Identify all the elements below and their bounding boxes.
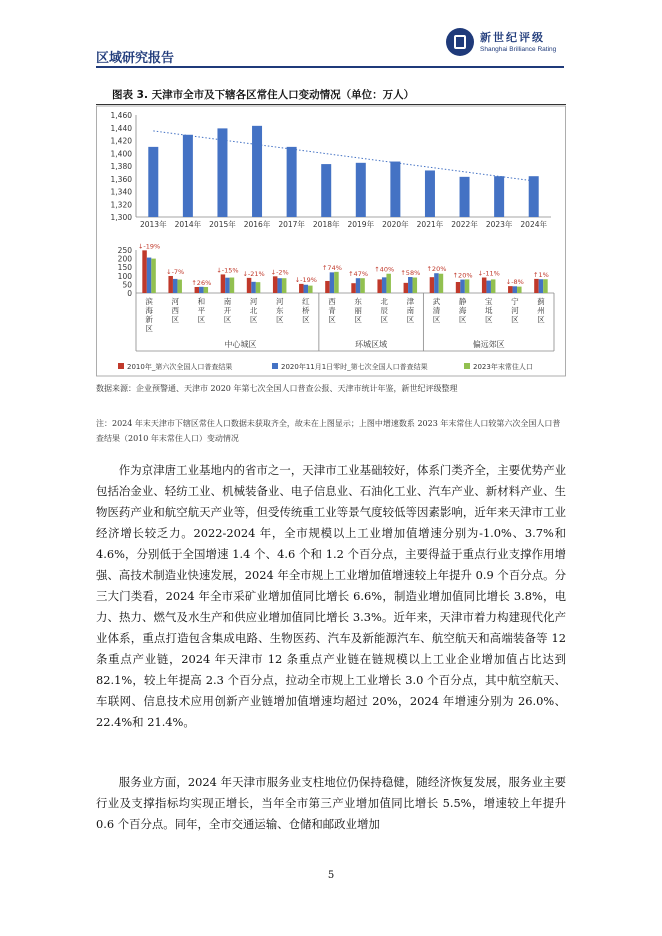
district-label: 坻 [484,306,493,315]
growth-label: ↑26% [191,278,212,287]
district-label: 清 [432,306,441,315]
y-tick-label: 200 [117,254,132,264]
y-tick-label: 100 [117,271,132,281]
district-label: 平 [197,306,206,315]
district-label: 宁 [511,297,519,306]
y-tick-label: 250 [117,246,132,255]
growth-label: ↓-2% [270,268,289,277]
district-label: 区 [275,315,284,324]
district-label: 西 [171,306,179,315]
district-bar [308,286,313,293]
x-tick-label: 2018年 [312,220,340,229]
district-label: 区 [223,315,232,324]
district-label: 宝 [484,297,493,306]
legend-label: 2023年末常住人口 [473,363,533,371]
y-tick-label: 1,360 [110,174,132,184]
district-bar [251,282,256,293]
district-label: 区 [302,315,310,324]
population-bar [356,163,366,217]
district-bar [386,274,391,293]
population-bar [494,176,504,217]
y-tick-label: 1,340 [110,187,132,197]
district-label: 州 [537,306,545,315]
district-bar [334,272,339,293]
district-label: 开 [223,306,232,315]
district-bar [147,258,152,293]
district-label: 北 [380,297,388,306]
x-tick-label: 2020年 [382,220,409,229]
district-bar [168,276,173,293]
population-bar [287,147,297,217]
district-bar [491,279,496,293]
growth-label: ↑20% [452,271,473,280]
growth-label: ↑58% [400,269,421,278]
population-bar [252,126,262,217]
district-bar [377,279,382,293]
district-label: 南 [223,297,232,306]
x-tick-label: 2024年 [520,220,548,229]
x-tick-label: 2013年 [139,220,167,229]
group-label: 中心城区 [224,340,257,349]
district-bar [225,278,230,293]
page-number: 5 [327,870,335,881]
report-section-title: 区域研究报告 [96,51,175,66]
district-label: 区 [197,315,206,324]
district-bar [404,283,409,293]
figure-source: 数据来源：企业预警通、天津市 2020 年第七次全国人口普查公报、天津市统计年鉴，新世纪评级整理 [96,384,458,393]
population-bar [460,177,470,217]
growth-label: ↓-21% [242,269,265,278]
y-tick-label: 50 [122,280,132,290]
district-bar [360,278,365,293]
district-label: 河 [249,297,258,306]
legend-swatch [464,363,470,369]
district-label: 武 [432,297,441,306]
district-label: 区 [484,315,493,324]
district-bar [456,282,461,293]
x-tick-label: 2016年 [243,220,271,229]
growth-label: ↓-8% [505,278,524,287]
district-label: 海 [458,306,467,315]
growth-label: ↑1% [533,270,549,279]
district-bar [408,277,413,293]
district-bar [513,286,518,293]
district-label: 北 [249,306,258,315]
district-bar [517,287,522,293]
district-bar [351,283,356,293]
district-label: 西 [328,297,336,306]
district-label: 区 [380,315,388,324]
district-bar [282,278,287,293]
y-tick-label: 1,460 [110,111,132,120]
district-label: 区 [511,315,519,324]
district-label: 区 [537,315,545,324]
y-tick-label: 0 [127,289,132,298]
population-bar [529,176,539,217]
district-label: 丽 [354,306,362,315]
legend-label: 2020年11月1日零时_第七次全国人口普查结果 [281,363,428,371]
district-label: 青 [328,306,336,315]
y-tick-label: 1,440 [110,123,132,133]
district-label: 东 [275,306,284,315]
header-divider [96,66,564,68]
district-bar [247,278,252,293]
district-bar [330,272,335,293]
district-bar [304,285,309,293]
district-bar [277,278,282,293]
x-tick-label: 2017年 [278,220,305,229]
district-bar [273,276,278,293]
x-tick-label: 2019年 [347,220,375,229]
population-bar [425,170,435,217]
y-tick-label: 1,420 [110,136,132,146]
y-tick-label: 1,400 [110,149,132,159]
district-bar [325,281,330,293]
y-tick-label: 1,300 [110,213,132,222]
y-tick-label: 1,380 [110,162,132,171]
paragraph-services: 服务业方面，2024 年天津市服务业支柱地位仍保持稳健，随经济恢复发展，服务业主要行业及支撑指标均实现正增长，当年全市第三产业增加值同比增长 5.5%，增速较上年提升 0.6 个百分点。同年，全市交通运输、仓储和邮政业增加 [96,775,566,831]
district-label: 河 [275,297,284,306]
district-bar [508,286,513,293]
district-bar [543,279,548,293]
district-label: 区 [328,315,336,324]
district-bar [413,278,418,293]
district-label: 区 [458,315,467,324]
district-bar [221,274,226,293]
district-bar [534,279,539,293]
company-logo [446,26,566,62]
population-bar [183,135,193,217]
group-label: 环城区域 [355,340,388,349]
growth-label: ↓-15% [216,266,239,275]
district-label: 和 [197,297,206,306]
district-label: 蓟 [537,297,545,306]
district-bar [230,278,235,293]
district-bar [199,287,204,293]
district-label: 区 [249,315,258,324]
district-bar [434,273,439,293]
legend-swatch [272,363,278,369]
district-label: 滨 [145,297,153,306]
growth-label: ↓-7% [166,267,185,276]
district-label: 区 [354,315,362,324]
district-bar [539,279,544,293]
growth-label: ↑74% [321,263,342,272]
trend-line [153,131,533,181]
figure-note: 注：2024 年末天津市下辖区常住人口数据未获取齐全，故未在上图显示；上图中增速数系 2023 年末常住人口较第六次全国人口普查结果（2010 年末常住人口）变动情况 [96,419,561,443]
district-bar [204,287,209,293]
x-tick-label: 2015年 [209,220,236,229]
district-bar [299,284,304,293]
x-tick-label: 2023年 [485,220,513,229]
district-bar [142,250,147,293]
x-tick-label: 2022年 [451,220,478,229]
y-tick-label: 150 [117,263,132,273]
population-bar [321,164,331,217]
growth-label: ↑47% [348,270,369,279]
paragraph-industry: 作为京津唐工业基地内的省市之一，天津市工业基础较好，体系门类齐全，主要优势产业包括冶金业、轻纺工业、机械装备业、电子信息业、石油化工业、汽车产业、新材料产业、生物医药产业和航空航天产业等，但受传统重工业等景气度较低等因素影响，近年来天津市工业经济增长较乏力。2022-2024 年，全市规模以上工业增加值增速分别为-1.0%、3.7%和 4.6%，分别低于全国增速 1.4 个、4.6 个和 1.2 个百分点，主要得益于重点行业支撑作用增强、高技术制造业快速发展，2024 年全市规上工业增加值增速较上年提升 0.9 个百分点。分三大门类看，2024 年全市采矿业增加值同比增长 6.6%，制造业增加值同比增长 3.8%，电力、热力、燃气及水生产和供应业增加值同比增长 3.3%。近年来，天津市着力构建现代化产业体系，重点打造包含集成电路、生物医药、汽车及新能源汽车、航空航天和高端装备等 12 条重点产业链，2024 年天津市 12 条重点产业链在链规模以上工业企业增加值占比达到 82.1%，较上年提高 2.3 个百分点，拉动全市规上工业增长 3.0 个百分点，其中航空航天、车联网、信息技术应用创新产业链增加值增速均超过 20%，2024 年增速分别为 26.0%、22.4%和 21.4%。 [96,463,566,729]
growth-label: ↓-11% [477,269,500,278]
chart-frame [97,106,566,376]
district-label: 桥 [302,306,310,315]
district-label: 区 [171,315,179,324]
district-bar [460,280,465,293]
figure-title: 图表 3. 天津市全市及下辖各区常住人口变动情况（单位：万人） [112,89,415,101]
district-bar [256,282,261,293]
population-bar [390,162,400,217]
population-bar [148,147,158,217]
district-bar [382,277,387,293]
growth-label: ↑20% [426,265,447,274]
district-bar [151,259,156,293]
district-bar [486,281,491,293]
district-label: 津 [406,297,415,306]
legend-label: 2010年_第六次全国人口普查结果 [127,363,233,371]
population-bar [217,128,227,217]
district-bar [195,287,200,293]
population-chart [96,104,566,380]
logo-icon [446,28,474,56]
growth-label: ↑40% [374,265,395,274]
district-bar [177,280,182,293]
district-label: 河 [511,306,519,315]
district-bar [430,277,435,293]
x-tick-label: 2014年 [174,220,202,229]
district-label: 东 [354,297,362,306]
district-label: 静 [458,297,467,306]
group-label: 偏远郊区 [472,340,505,349]
district-bar [173,279,178,293]
growth-label: ↓-19% [294,275,317,284]
district-label: 河 [171,297,179,306]
district-label: 区 [145,324,153,333]
district-label: 辰 [380,306,388,315]
district-bar [356,278,361,293]
district-label: 红 [302,297,310,306]
x-tick-label: 2021年 [416,220,444,229]
district-bar [439,274,444,293]
legend-swatch [118,363,124,369]
district-label: 新 [145,315,153,324]
logo-english-name: Shanghai Brilliance Rating [480,46,557,53]
district-bar [465,279,470,293]
district-bar [482,278,487,293]
y-tick-label: 1,320 [110,200,132,210]
growth-label: ↓-19% [137,242,161,251]
logo-chinese-name: 新世纪评级 [480,31,545,44]
district-label: 区 [432,315,441,324]
district-label: 南 [406,306,415,315]
district-label: 区 [406,315,415,324]
district-label: 海 [145,306,153,315]
